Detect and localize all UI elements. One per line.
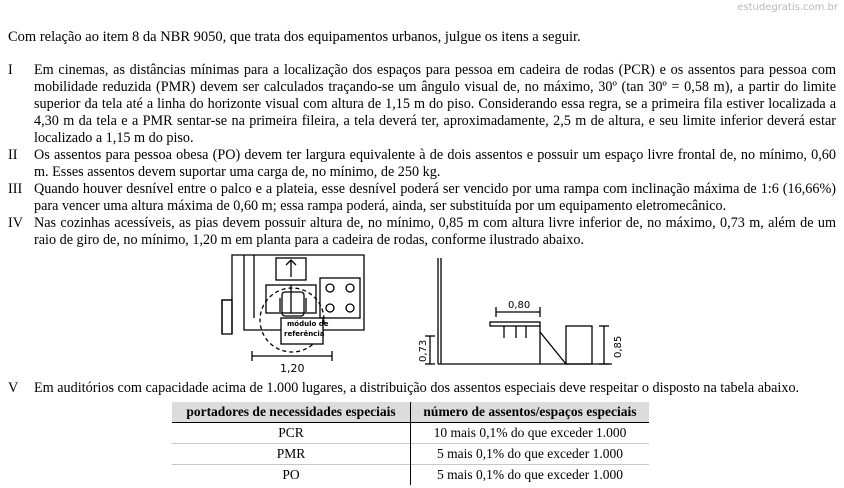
table-cell: 5 mais 0,1% do que exceder 1.000 xyxy=(411,444,650,465)
question-intro: Com relação ao item 8 da NBR 9050, que trata dos equipamentos urbanos, julgue os itens a seguir. xyxy=(8,29,581,45)
elevation-width: 0,80 xyxy=(508,300,531,311)
special-seats-table xyxy=(172,402,649,485)
item-number: IV xyxy=(8,215,23,231)
table-cell: PMR xyxy=(172,444,411,465)
kitchen-figure xyxy=(0,252,844,382)
watermark: estudegratis.com.br xyxy=(737,2,838,13)
item-4 xyxy=(8,215,836,249)
module-label-1: módulo de xyxy=(287,320,329,328)
elevation-height-1: 0,73 xyxy=(418,339,429,362)
table-cell: PCR xyxy=(278,425,304,440)
module-label-2: referência xyxy=(284,330,325,338)
item-text: Em auditórios com capacidade acima de 1.000 lugares, a distribuição dos assentos especiais deve respeitar o disposto na tabela abaixo. xyxy=(34,380,800,396)
table-row xyxy=(172,465,649,486)
item-text: Quando houver desnível entre o palco e a plateia, esse desnível poderá ser vencido por uma rampa com inclinação máxima de 1:6 (16,66%) para vencer uma altura máxima de 0,60 m; essa rampa poderá, ainda, ser substituída por um equipamento eletromecânico. xyxy=(34,181,836,214)
table-header: portadores de necessidades especiais xyxy=(172,402,411,423)
table-header-row xyxy=(172,402,649,423)
item-number: II xyxy=(8,147,18,163)
table-row xyxy=(172,423,649,444)
item-text: Em cinemas, as distâncias mínimas para a localização dos espaços para pessoa em cadeira de rodas (PCR) e os assentos para pessoa com mobilidade reduzida (PMR) devem ser calculados traçando-se um ângulo visual de, no máximo, 30º (tan 30º = 0,58 m), a partir do limite superior da tela até a linha do horizonte visual com altura de 1,15 m do piso. Considerando essa regra, se a primeira fila estiver localizada a 4,30 m da tela e a PMR sentar-se na primeira fileira, a tela deverá ter, aproximadamente, 2,5 m de altura, e seu limite inferior deverá estar localizado a 1,15 m do piso. xyxy=(34,62,836,146)
table-cell: 10 mais 0,1% do que exceder 1.000 xyxy=(411,423,650,444)
elevation-height-2: 0,85 xyxy=(613,335,624,358)
item-1 xyxy=(8,62,836,147)
item-2 xyxy=(8,147,836,181)
table-row xyxy=(172,444,649,465)
item-3 xyxy=(8,181,836,215)
item-text: Nas cozinhas acessíveis, as pias devem possuir altura de, no mínimo, 0,85 m com altura livre inferior de, no máximo, 0,73 m, além de um raio de giro de, no mínimo, 1,20 m em planta para a cadeira de rodas, conforme ilustrado abaixo. xyxy=(34,215,836,248)
item-number: V xyxy=(8,380,19,396)
table-cell: 5 mais 0,1% do que exceder 1.000 xyxy=(411,465,650,486)
plan-dimension: 1,20 xyxy=(280,362,305,375)
table-cell: PO xyxy=(172,465,411,486)
item-text: Os assentos para pessoa obesa (PO) devem ter largura equivalente à de dois assentos e possuir um espaço livre frontal de, no mínimo, 0,60 m. Esses assentos devem suportar uma carga de, no mínimo, de 250 kg. xyxy=(34,147,836,180)
item-number: III xyxy=(8,181,23,197)
kitchen-elevation xyxy=(425,258,612,364)
item-number: I xyxy=(8,62,13,78)
table-header: número de assentos/espaços especiais xyxy=(411,402,650,423)
item-5 xyxy=(8,380,836,397)
kitchen-plan xyxy=(222,255,364,361)
